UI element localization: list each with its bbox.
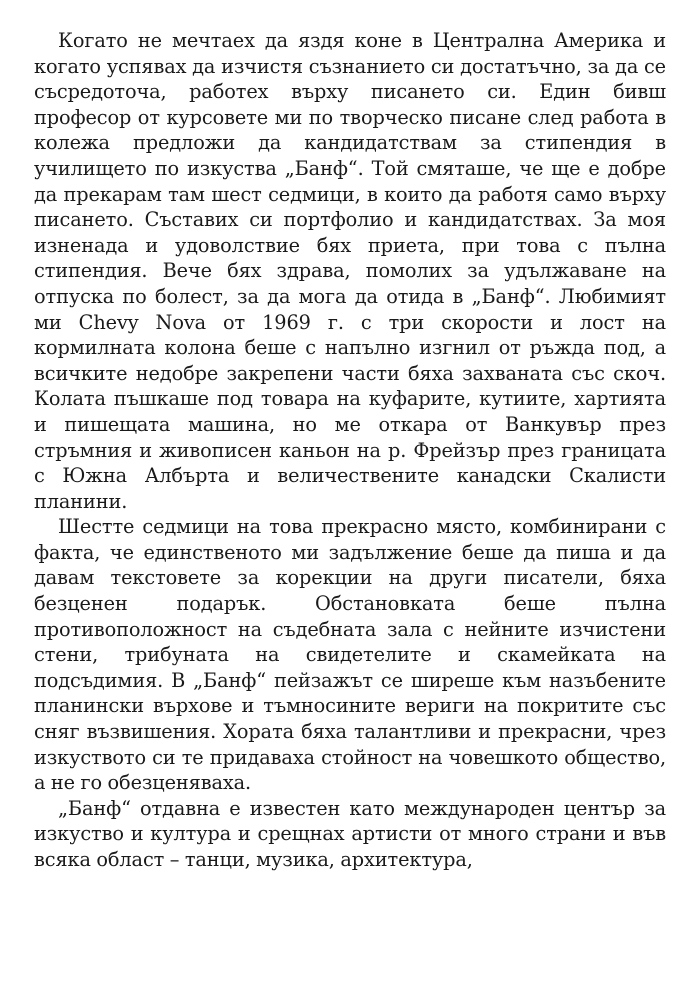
paragraph-2: Шестте седмици на това прекрасно място, комбинирани с факта, че единственото ми задължение беше да пиша и да давам текстовете за корекции на други писатели, бяха безценен подарък. Обстановката беше пълна противоположност на съдебната зала с нейните изчистени стени, трибуната на свидетелите и скамейката на подсъдимия. В „Банф“ пейзажът се ширеше към назъбените планински върхове и тъмносините вериги на покритите със сняг възвишения. Хората бяха талантливи и прекрасни, чрез изкуството си те придаваха стойност на човешкото общество, а не го обезценяваха.	[34, 515, 666, 795]
paragraph-1: Когато не мечтаех да яздя коне в Централна Америка и когато успявах да изчистя съзнанието си достатъчно, за да се съсредоточа, работех върху писането си. Един бивш професор от курсовете ми по творческо писане след работа в колежа предложи да кандидатствам за стипендия в училището по изкуства „Банф“. Той смяташе, че ще е добре да прекарам там шест седмици, в които да работя само върху писането. Съставих си портфолио и кандидатствах. За моя изненада и удоволствие бях приета, при това с пълна стипендия. Вече бях здрава, помолих за удължаване на отпуска по болест, за да мога да отида в „Банф“. Любимият ми Chevy Nova от 1969 г. с три скорости и лост на кормилната колона беше с напълно изгнил от ръжда под, а всичките недобре закрепени части бяха захваната със скоч. Колата пъшкаше под товара на куфарите, кутиите, хартията и пишещата машина, но ме откара от Ванкувър през стръмния и живописен каньон на р. Фрейзър през границата с Южна Албърта и величествените канадски Скалисти планини.	[34, 29, 666, 513]
document-page	[34, 28, 666, 873]
paragraph-3: „Банф“ отдавна е известен като международен център за изкуство и култура и срещнах артисти от много страни и във всяка област – танци, музика, архитектура,	[34, 796, 666, 871]
